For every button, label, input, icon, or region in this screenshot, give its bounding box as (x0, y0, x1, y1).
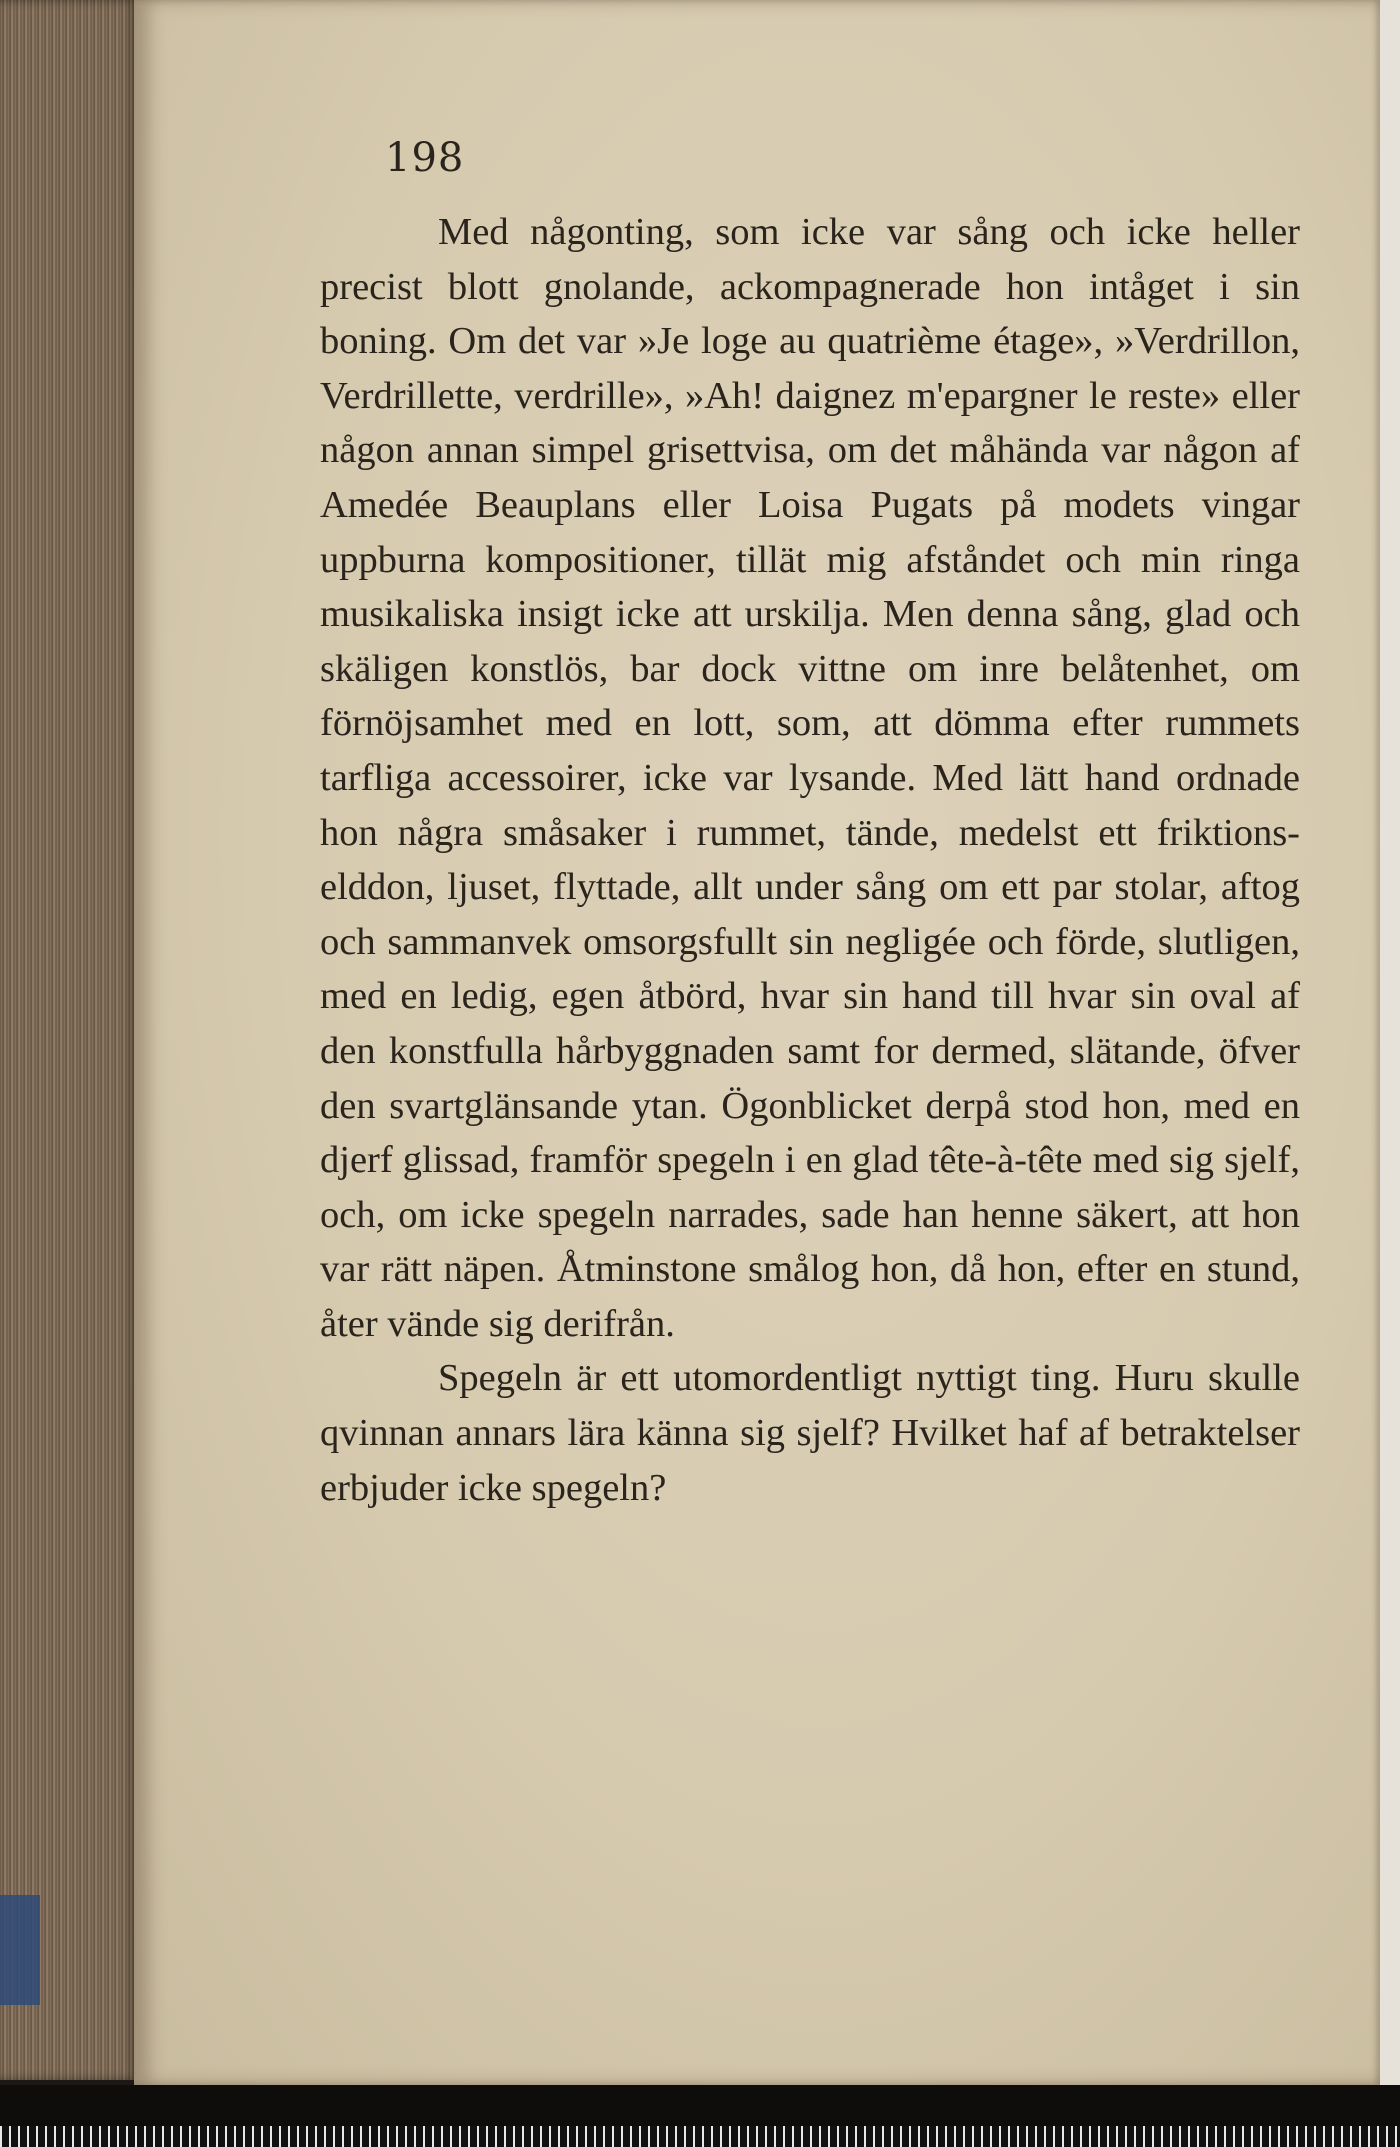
body-text (320, 205, 1300, 1515)
page-number: 198 (385, 135, 465, 181)
scan-margin (1380, 0, 1400, 2085)
scan-ruler (0, 2126, 1400, 2147)
book-page-edges (0, 0, 138, 2080)
paragraph-1: Med någonting, som icke var sång och icke heller precist blott gnolande, ackompagnerade hon intåget i sin boning. Om det var »Je loge au quatrième étage», »Verdrillon, Verdrillette, verdrille», »Ah! daignez m'epargner le reste» eller någon annan simpel grisettvisa, om det måhända var någon af Amedée Beauplans eller Loisa Pugats på modets vingar uppburna kompositioner, tillät mig afståndet och min ringa musikaliska insigt icke att urskilja. Men denna sång, glad och skäligen konstlös, bar dock vittne om inre belåtenhet, om förnöjsamhet med en lott, som, att dömma efter rummets tarfliga accessoirer, icke var lysande. Med lätt hand ordnade hon några småsaker i rummet, tände, medelst ett friktions-elddon, ljuset, flyttade, allt under sång om ett par stolar, aftog och sammanvek omsorgsfullt sin negligée och förde, slutligen, med en ledig, egen åtbörd, hvar sin hand till hvar sin oval af den konstfulla hårbyggnaden samt for dermed, slätande, öfver den svartglänsande ytan. Ögonblicket derpå stod hon, med en djerf glissad, framför spegeln i en glad tête-à-tête med sig sjelf, och, om icke spegeln narrades, sade han henne säkert, att hon var rätt näpen. Åtminstone smålog hon, då hon, efter en stund, åter vände sig derifrån. (320, 211, 1300, 1345)
book-cover-edge (0, 1895, 40, 2005)
paragraph-2: Spegeln är ett utomordentligt nyttigt ting. Huru skulle qvinnan annars lära känna sig sjelf? Hvilket haf af betraktelser erbjuder icke spegeln? (320, 1357, 1300, 1509)
